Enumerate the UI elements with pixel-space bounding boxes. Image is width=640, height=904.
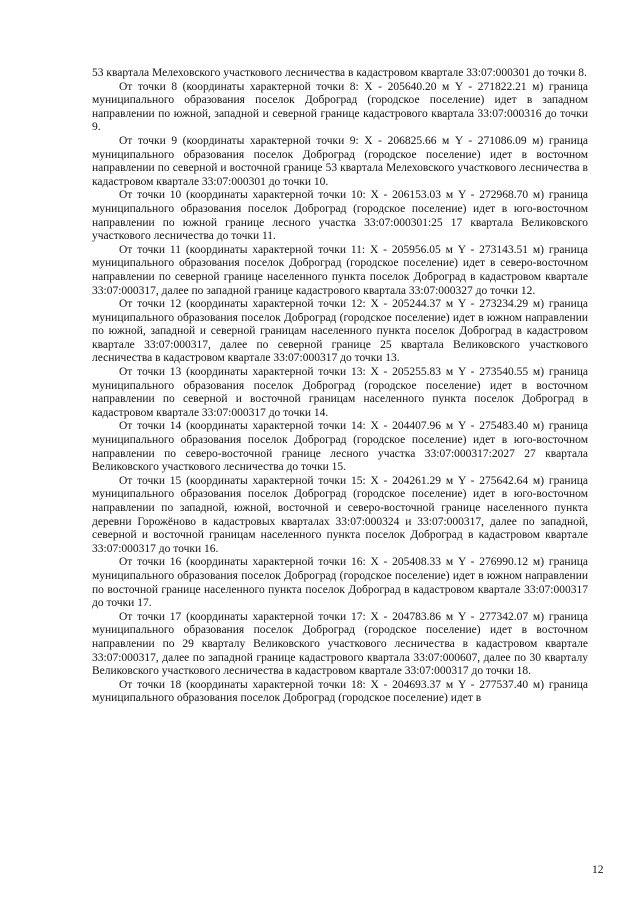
paragraph-point-11: От точки 11 (координаты характерной точки 11: X - 205956.05 м Y - 273143.51 м) граница муниципального образования поселок Доброград (городское поселение) идет в северо-восточном направлении по северной границе населенного пункта поселок Доброград в кадастровом квартале 33:07:000317, далее по западной границе кадастрового квартала 33:07:000327 до точки 12.: [92, 243, 588, 297]
paragraph-continuation: 53 квартала Мелеховского участкового лесничества в кадастровом квартале 33:07:000301 до точки 8.: [92, 67, 587, 79]
paragraph-point-10: От точки 10 (координаты характерной точки 10: X - 206153.03 м Y - 272968.70 м) граница муниципального образования поселок Доброград (городское поселение) идет в юго-восточном направлении по южной границе лесного участка 33:07:000301:25 17 квартала Великовского участкового лесничества до точки 11.: [92, 189, 588, 243]
page-number: 12: [592, 864, 604, 876]
paragraph-point-8: От точки 8 (координаты характерной точки 8: X - 205640.20 м Y - 271822.21 м) граница муниципального образования поселок Доброград (городское поселение) идет в западном направлении по южной, западной и северной границе кадастрового квартала 33:07:000316 до точки 9.: [92, 80, 588, 134]
paragraph-point-13: От точки 13 (координаты характерной точки 13: X - 205255.83 м Y - 273540.55 м) граница муниципального образования поселок Доброград (городское поселение) идет в восточном направлении по северной и восточной границам населенного пункта поселок Доброград в кадастровом квартале 33:07:000317 до точки 14.: [92, 366, 588, 419]
paragraph-point-12: От точки 12 (координаты характерной точки 12: X - 205244.37 м Y - 273234.29 м) граница муниципального образования поселок Доброград (городское поселение) идет в южном направлении по южной, западной и северной границам населенного пункта поселок Доброград в кадастровом квартале 33:07:000317, далее по северной границе 25 квартала Великовского участкового лесничества в кадастровом квартале 33:07:000317 до точки 13.: [92, 298, 588, 365]
paragraph-point-17: От точки 17 (координаты характерной точки 17: X - 204783.86 м Y - 277342.07 м) граница муниципального образования поселок Доброград (городское поселение) идет в восточном направлении по 29 кварталу Великовского участкового лесничества в кадастровом квартале 33:07:000317, далее по западной границе кадастрового квартала 33:07:000607, далее по 30 кварталу Великовского участкового лесничества в кадастровом квартале 33:07:000317 до точки 18.: [92, 610, 588, 678]
paragraph-point-15: От точки 15 (координаты характерной точки 15: X - 204261.29 м Y - 275642.64 м) граница муниципального образования поселок Доброград (городское поселение) идет в юго-восточном направлении по западной, южной, восточной и северо-восточной границе населенного пункта деревни Горожёново в кадастровых кварталах 33:07:000324 и 33:07:000317, далее по западной, северной и восточной границам населенного пункта поселок Доброград в кадастровом квартале 33:07:000317 до точки 16.: [92, 474, 588, 555]
paragraph-point-9: От точки 9 (координаты характерной точки 9: X - 206825.66 м Y - 271086.09 м) граница муниципального образования поселок Доброград (городское поселение) идет в восточном направлении по северной и восточной границе 53 квартала Мелеховского участкового лесничества в кадастровом квартале 33:07:000301 до точки 10.: [92, 134, 588, 188]
document-body: [92, 67, 588, 706]
paragraph-point-18: От точки 18 (координаты характерной точки 18: X - 204693.37 м Y - 277537.40 м) граница муниципального образования поселок Доброград (городское поселение) идет в: [92, 678, 588, 705]
paragraph-point-16: От точки 16 (координаты характерной точки 16: X - 205408.33 м Y - 276990.12 м) граница муниципального образования поселок Доброград (городское поселение) идет в южном направлении по восточной границе населенного пункта поселок Доброград в кадастровом квартале 33:07:000317 до точки 17.: [92, 556, 588, 610]
paragraph-point-14: От точки 14 (координаты характерной точки 14: X - 204407.96 м Y - 275483.40 м) граница муниципального образования поселок Доброград (городское поселение) идет в юго-восточном направлении по северо-восточной границе лесного участка 33:07:000317:2027 27 квартала Великовского участкового лесничества до точки 15.: [92, 420, 588, 474]
